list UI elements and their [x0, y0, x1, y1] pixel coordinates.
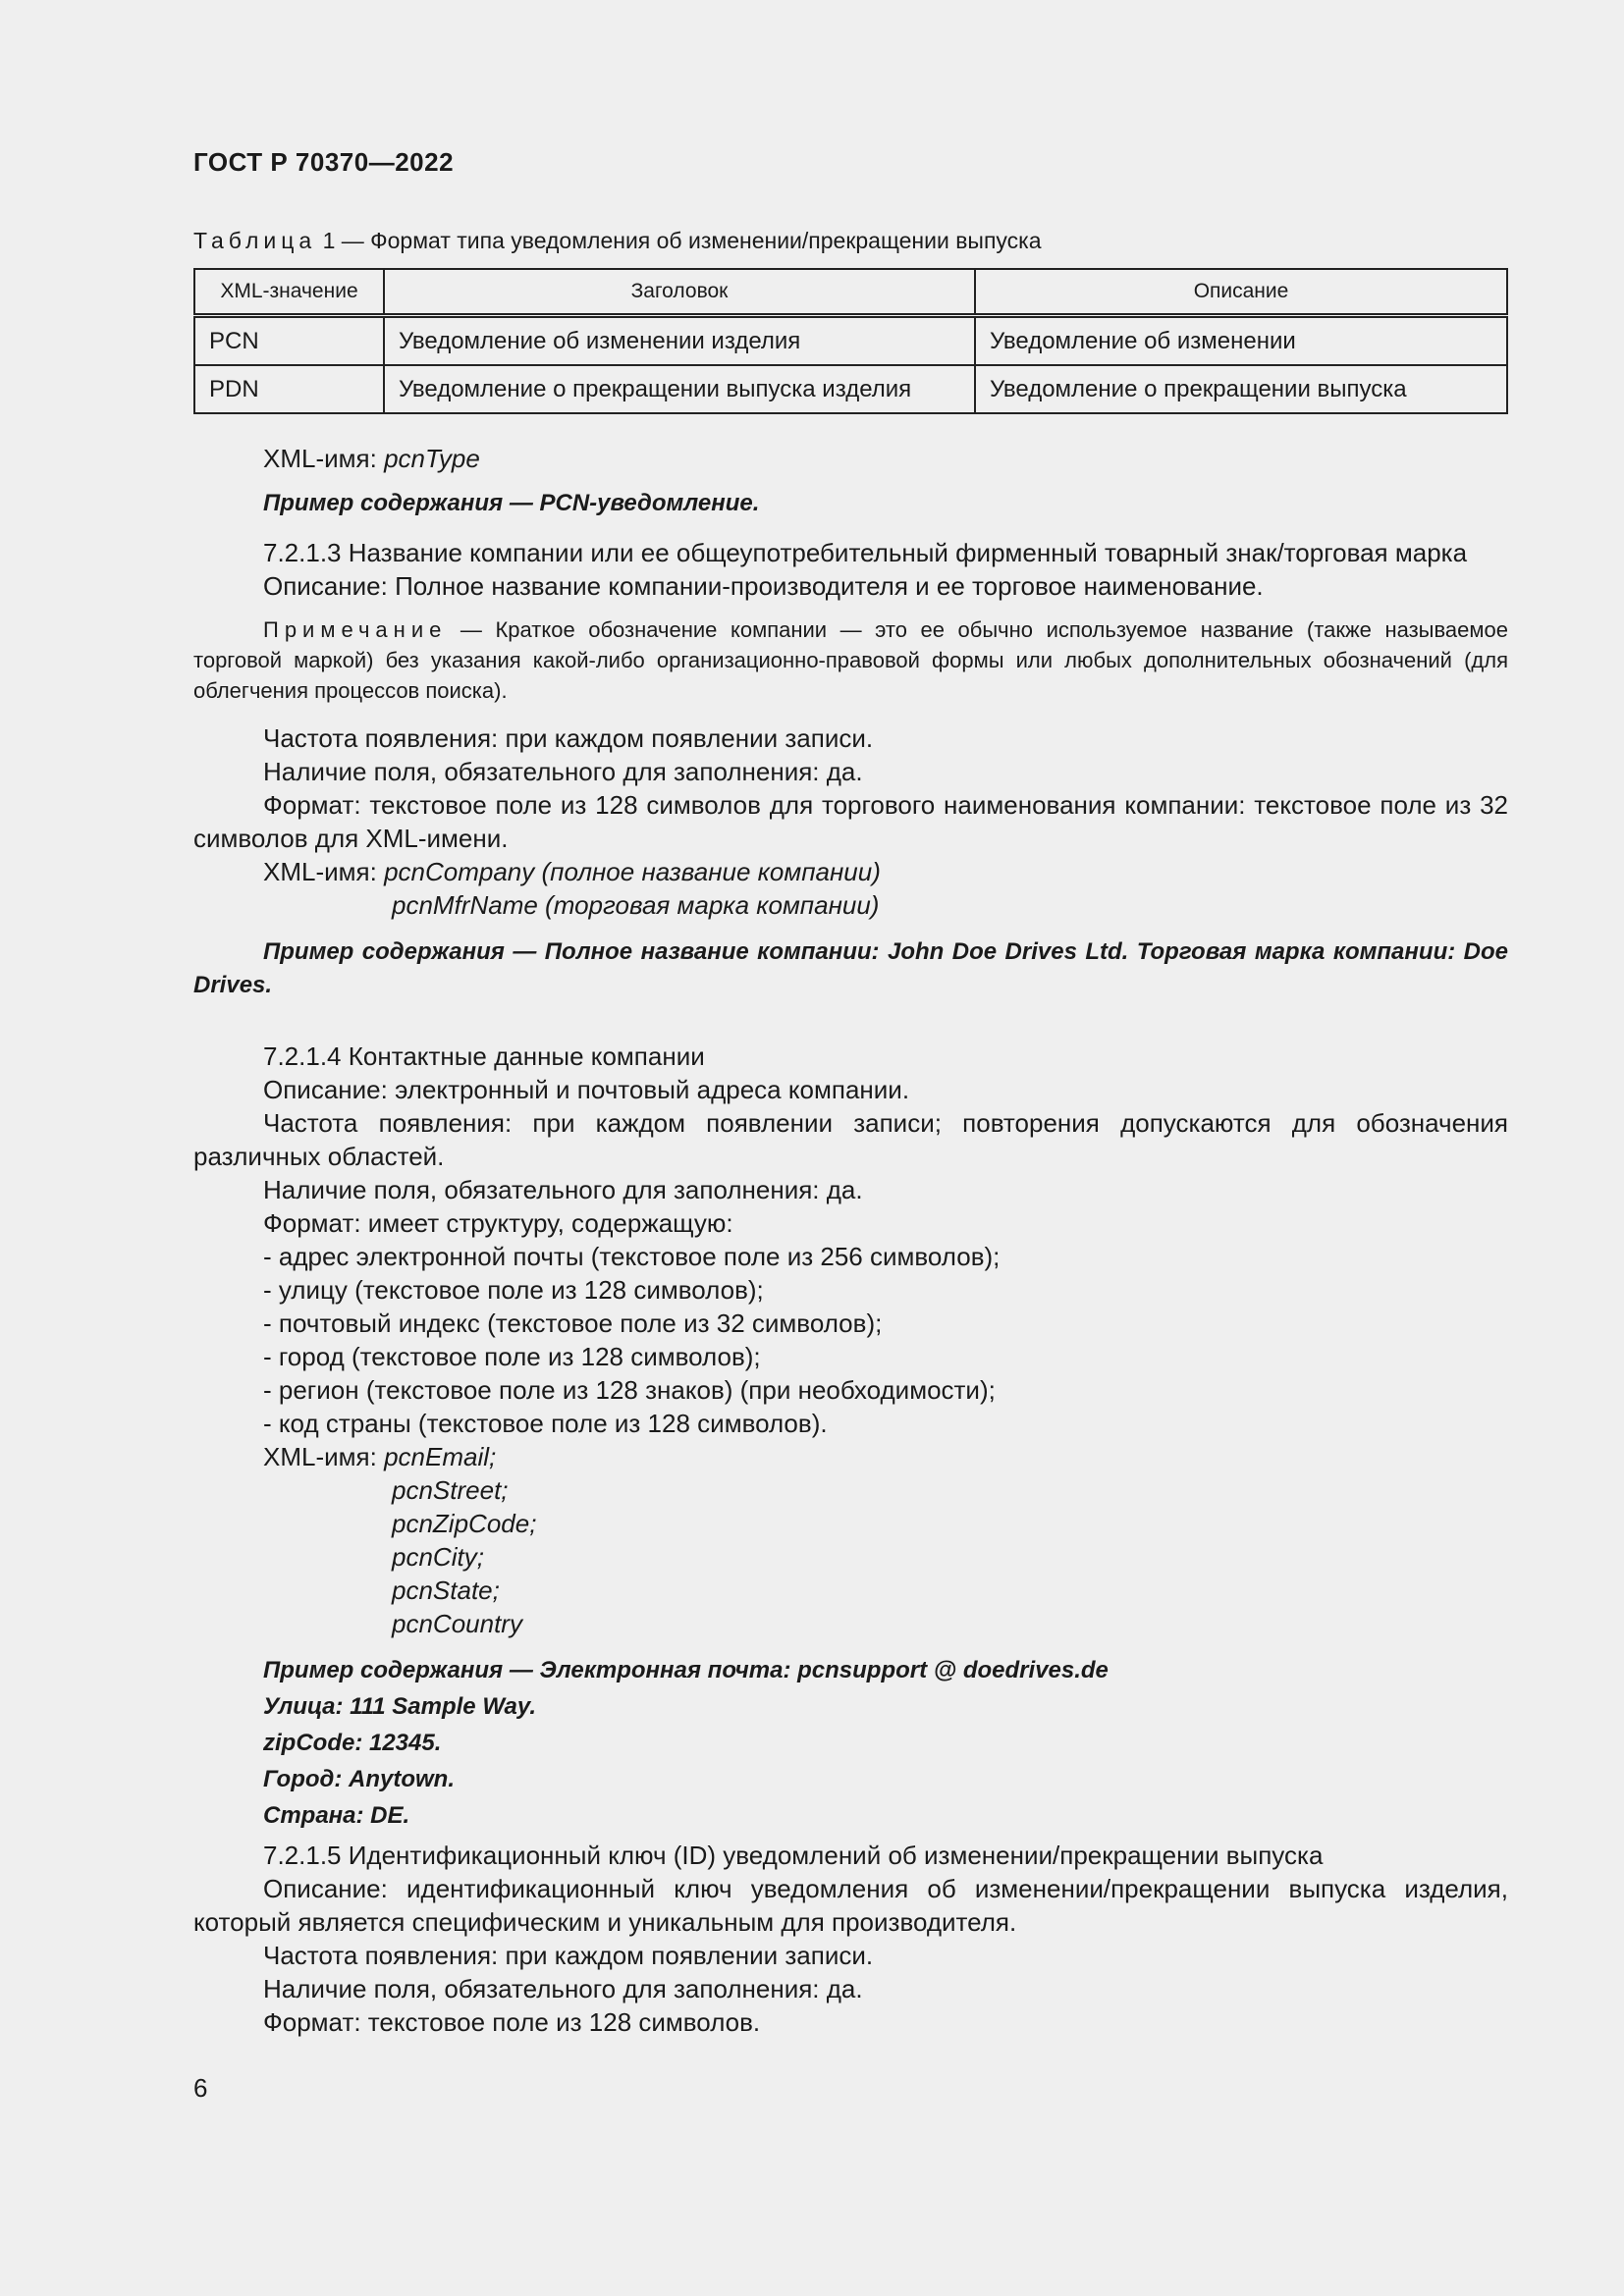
table-header-cell: Заголовок	[384, 269, 975, 316]
description-text: Описание: Полное название компании-производителя и ее торговое наименование.	[263, 571, 1264, 601]
mandatory-text: Наличие поля, обязательного для заполнения: да.	[263, 757, 863, 786]
example-line: Страна: DE.	[263, 1802, 410, 1829]
example-text: Пример содержания — PCN-уведомление.	[263, 490, 760, 516]
section-heading: 7.2.1.4 Контактные данные компании	[263, 1041, 705, 1071]
list-item: - почтовый индекс (текстовое поле из 32 символов);	[263, 1308, 883, 1338]
format-text: Формат: текстовое поле из 128 символов для торгового наименования компании: текстовое поле из 32 символов для XML-имени.	[193, 790, 1508, 853]
xml-name-continuation	[193, 1507, 1508, 1540]
xml-name-line	[193, 855, 1508, 888]
mandatory-text: Наличие поля, обязательного для заполнения: да.	[263, 1175, 863, 1204]
section-heading: 7.2.1.3 Название компании или ее общеупотребительный фирменный товарный знак/торговая марка	[263, 538, 1468, 567]
frequency-text: Частота появления: при каждом появлении записи.	[263, 1941, 874, 1970]
xml-name-continuation	[193, 1607, 1508, 1640]
table-header-row	[194, 269, 1507, 316]
xml-name-value: pcnMfrName (торговая марка компании)	[392, 890, 880, 920]
xml-name-label: XML-имя:	[263, 1442, 377, 1471]
section-pcn-type	[193, 442, 1508, 520]
format-table	[193, 268, 1508, 414]
example-line: zipCode: 12345.	[263, 1730, 442, 1756]
xml-name-value: pcnCity;	[392, 1542, 484, 1572]
xml-name-value: pcnState;	[392, 1575, 500, 1605]
table-header-cell: XML-значение	[194, 269, 384, 316]
note-body: — Краткое обозначение компании — это ее обычно используемое название (также называемое торговой маркой) без указания какой-либо организационно-правовой формы или любых дополнительных обозначений (для облегчения процессов поиска).	[193, 617, 1508, 703]
note-label: Примечание	[263, 617, 448, 642]
mandatory-text: Наличие поля, обязательного для заполнения: да.	[263, 1974, 863, 2003]
example-line: Пример содержания — Электронная почта: pcnsupport @ doedrives.de	[263, 1657, 1109, 1683]
description-text: Описание: идентификационный ключ уведомления об изменении/прекращении выпуска изделия, который является специфическим и уникальным для производителя.	[193, 1874, 1508, 1937]
xml-name-value: pcnEmail;	[384, 1442, 497, 1471]
example-block	[193, 1652, 1508, 1834]
format-text: Формат: текстовое поле из 128 символов.	[263, 2007, 761, 2037]
table-cell: Уведомление об изменении	[975, 316, 1507, 366]
table-caption-text: — Формат типа уведомления об изменении/прекращении выпуска	[341, 228, 1042, 253]
table-cell: Уведомление о прекращении выпуска	[975, 365, 1507, 413]
xml-name-continuation	[193, 888, 1508, 922]
frequency-text: Частота появления: при каждом появлении записи; повторения допускаются для обозначения различных областей.	[193, 1108, 1508, 1171]
table-caption-number: 1	[322, 228, 336, 253]
xml-name-line	[193, 1440, 1508, 1473]
list-item: - код страны (текстовое поле из 128 символов).	[263, 1409, 828, 1438]
table-header-cell: Описание	[975, 269, 1507, 316]
section-7-2-1-4	[193, 1040, 1508, 1834]
section-heading: 7.2.1.5 Идентификационный ключ (ID) уведомлений об изменении/прекращении выпуска	[263, 1841, 1324, 1870]
example-line: Город: Anytown.	[263, 1766, 455, 1792]
section-7-2-1-5	[193, 1839, 1508, 2039]
frequency-text: Частота появления: при каждом появлении записи.	[263, 723, 874, 753]
example-text: Пример содержания — Полное название компании: John Doe Drives Ltd. Торговая марка компании: Doe Drives.	[193, 938, 1508, 998]
xml-name-value: pcnCountry	[392, 1609, 522, 1638]
section-7-2-1-3	[193, 536, 1508, 1002]
table-caption-label: Таблица	[193, 228, 317, 253]
list-item: - город (текстовое поле из 128 символов);	[263, 1342, 761, 1371]
xml-name-continuation	[193, 1540, 1508, 1574]
xml-name-continuation	[193, 1574, 1508, 1607]
page-number: 6	[193, 2073, 208, 2103]
format-text: Формат: имеет структуру, содержащую:	[263, 1208, 733, 1238]
xml-name-label: XML-имя:	[263, 444, 377, 473]
table-row	[194, 365, 1507, 413]
table-cell: Уведомление о прекращении выпуска изделия	[384, 365, 975, 413]
xml-name-value: pcnCompany (полное название компании)	[384, 857, 881, 886]
xml-name-value: pcnStreet;	[392, 1475, 509, 1505]
list-item: - улицу (текстовое поле из 128 символов);	[263, 1275, 764, 1305]
description-text: Описание: электронный и почтовый адреса компании.	[263, 1075, 910, 1104]
table-caption	[193, 228, 1042, 254]
example-line: Улица: 111 Sample Way.	[263, 1693, 537, 1720]
document-header: ГОСТ Р 70370—2022	[193, 147, 455, 177]
xml-name-value: pcnType	[384, 444, 480, 473]
table-cell: PCN	[194, 316, 384, 366]
xml-name-continuation	[193, 1473, 1508, 1507]
table-cell: Уведомление об изменении изделия	[384, 316, 975, 366]
xml-name-line	[193, 442, 1508, 475]
xml-name-label: XML-имя:	[263, 857, 377, 886]
xml-name-value: pcnZipCode;	[392, 1509, 537, 1538]
table-cell: PDN	[194, 365, 384, 413]
list-item: - адрес электронной почты (текстовое поле из 256 символов);	[263, 1242, 1001, 1271]
note-text	[193, 614, 1508, 706]
list-item: - регион (текстовое поле из 128 знаков) (при необходимости);	[263, 1375, 996, 1405]
table-row	[194, 316, 1507, 366]
